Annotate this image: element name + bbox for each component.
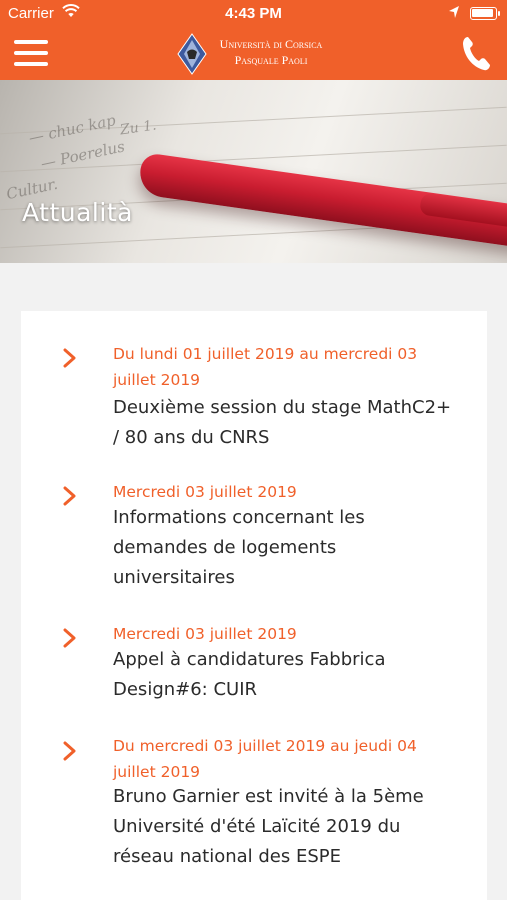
chevron-right-icon <box>63 348 77 368</box>
page-title: Attualità <box>22 198 133 227</box>
logo-line-2: Pasquale Paoli <box>234 53 308 67</box>
news-item[interactable] <box>21 601 487 716</box>
app-header <box>0 28 507 80</box>
chevron-right-icon <box>63 741 77 761</box>
university-emblem-icon <box>176 32 208 76</box>
battery-icon <box>470 7 497 20</box>
news-list <box>21 311 487 900</box>
news-title: Appel à candidatures Fabbrica Design#6: CUIR <box>113 649 386 700</box>
news-date: Du lundi 01 juillet 2019 au mercredi 03 juillet 2019 <box>113 345 418 389</box>
chevron-right-icon <box>63 486 77 506</box>
news-date: Mercredi 03 juillet 2019 <box>113 625 297 643</box>
hero-banner: — chuc kap — Poerelus Cultur. Zu 1. Attualità <box>0 80 507 263</box>
news-title: Bruno Garnier est invité à la 5ème Université d'été Laïcité 2019 du réseau national des ESPE <box>113 786 424 867</box>
news-item[interactable] <box>21 461 487 601</box>
status-bar <box>0 0 507 28</box>
carrier-label: Carrier <box>8 5 54 22</box>
clock: 4:43 PM <box>225 5 282 22</box>
news-date: Mercredi 03 juillet 2019 <box>113 483 297 501</box>
location-arrow-icon <box>448 5 460 19</box>
phone-icon[interactable] <box>460 34 492 72</box>
news-date: Du mercredi 03 juillet 2019 au jeudi 04 juillet 2019 <box>113 737 417 781</box>
news-title: Informations concernant les demandes de logements universitaires <box>113 507 365 588</box>
logo-line-1: Università di Corsica <box>219 37 323 51</box>
chevron-right-icon <box>63 628 77 648</box>
news-item[interactable] <box>21 716 487 896</box>
news-item[interactable] <box>21 311 487 461</box>
news-title: Deuxième session du stage MathC2+ / 80 ans du CNRS <box>113 397 452 448</box>
hamburger-menu-icon[interactable] <box>14 40 48 68</box>
university-name <box>206 36 336 68</box>
university-logo[interactable] <box>176 32 336 76</box>
